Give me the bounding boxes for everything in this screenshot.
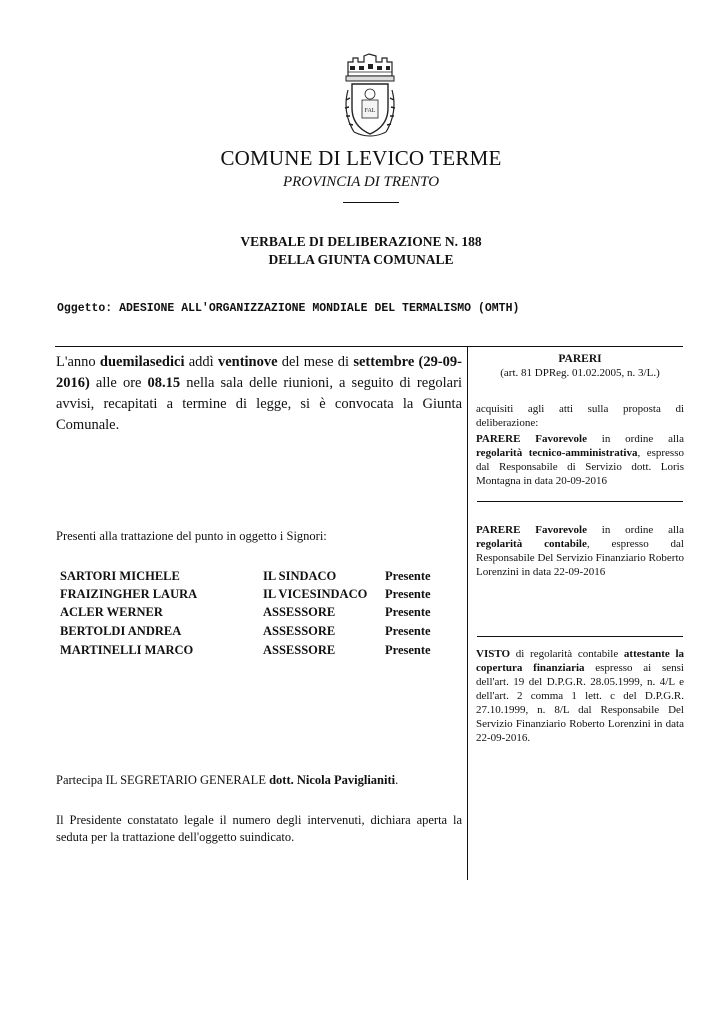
pareri-divider [477,501,683,502]
member-status: Presente [385,587,431,601]
intro-paragraph: L'anno duemilasedici addì ventinove del mese di settembre (29-09-2016) alle ore 08.15 nella sala delle riunioni, a seguito di regolari avvisi, recapitati a termine di legge, si è convocata la Giunta Comunale. [56,354,463,433]
parere-contabile: PARERE Favorevole in ordine alla regolarità contabile, espresso dal Responsabile Del Servizio Finanziario Roberto Lorenzini in data 22-09-2016 [476,524,684,578]
segretario-name: dott. Nicola Paviglianiti [269,773,396,787]
segretario-line: Partecipa IL SEGRETARIO GENERALE dott. Nicola Paviglianiti. [56,773,399,787]
acquisiti-text: acquisiti agli atti sulla proposta di deliberazione: [476,403,684,429]
column-divider [467,347,468,880]
member-status: Presente [385,605,431,619]
member-row [60,605,440,623]
visto-divider [477,636,683,637]
member-role: ASSESSORE [263,643,336,657]
member-status: Presente [385,643,431,657]
ora-value: 08.15 [147,375,181,391]
member-status: Presente [385,624,431,638]
member-row [60,587,440,605]
title-divider [343,202,399,203]
member-row [60,624,440,642]
member-name: MARTINELLI MARCO [60,643,194,657]
municipal-crest-logo [338,50,402,142]
verbale-heading-line1: VERBALE DI DELIBERAZIONE N. 188 [240,234,482,249]
parere-tecnico: PARERE Favorevole in ordine alla regolarità tecnico-amministrativa, espresso dal Responsabile di Servizio dott. Loris Montagna in data 20-09-2016 [476,433,684,487]
member-name: ACLER WERNER [60,605,163,619]
section-top-rule [55,346,683,347]
member-status: Presente [385,569,431,583]
member-role: ASSESSORE [263,605,336,619]
presidente-paragraph: Il Presidente constatato legale il numero degli intervenuti, dichiara aperta la seduta per la trattazione dell'oggetto suindicato. [56,813,462,844]
member-role: IL VICESINDACO [263,587,368,601]
provincia-subtitle: PROVINCIA DI TRENTO [282,174,440,190]
data-value: (29-09-2016) [56,354,463,391]
member-role: ASSESSORE [263,624,336,638]
giorno-value: ventinove [217,354,278,370]
member-name: BERTOLDI ANDREA [60,624,182,638]
member-name: SARTORI MICHELE [60,569,180,583]
pareri-title: PARERI [558,353,602,365]
oggetto-line: Oggetto: ADESIONE ALL'ORGANIZZAZIONE MONDIALE DEL TERMALISMO (OMTH) [57,302,520,315]
member-role: IL SINDACO [263,569,337,583]
verbale-heading-line2: DELLA GIUNTA COMUNALE [268,252,454,267]
anno-value: duemilasedici [99,354,185,370]
svg-text:FAL: FAL [364,108,376,114]
member-name: FRAIZINGHER LAURA [60,587,198,601]
visto-contabile: VISTO di regolarità contabile attestante la copertura finanziaria espresso ai sensi dell'art. 19 del D.P.G.R. 28.05.1999, n. 4/L e dell'art. 2 comma 1 lett. c del D.P.G.R. 27.10.1999, n. 8/L dal Responsabile Del Servizio Finanziario Roberto Lorenzini in data 22-09-2016. [476,648,685,744]
comune-title: COMUNE DI LEVICO TERME [220,146,502,170]
pareri-reference: (art. 81 DPReg. 01.02.2005, n. 3/L.) [500,367,660,379]
mese-value: settembre [353,354,415,370]
member-row [60,643,440,661]
presenti-intro: Presenti alla trattazione del punto in oggetto i Signori: [56,529,327,543]
member-row [60,569,440,587]
